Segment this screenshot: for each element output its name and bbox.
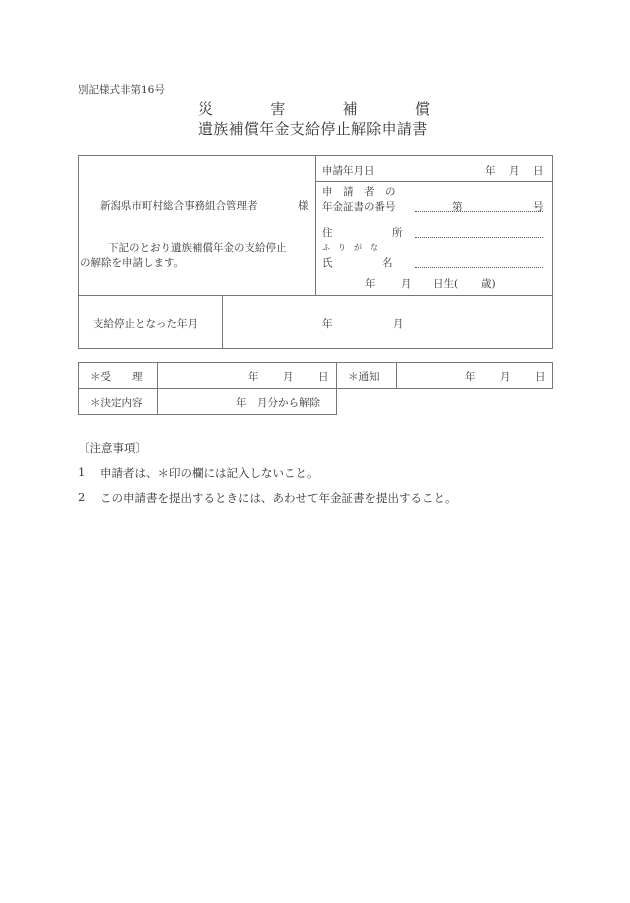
border xyxy=(78,388,553,389)
border xyxy=(78,362,553,363)
border xyxy=(552,155,553,349)
pension-label-1: 申 請 者 の xyxy=(322,186,396,198)
title-char: 償 xyxy=(414,100,430,118)
request-text-1: 下記のとおり遺族補償年金の支給停止 xyxy=(108,242,287,254)
notice-month[interactable]: 月 xyxy=(500,371,511,383)
note-text: この申請書を提出するときには、あわせて年金証書を提出すること。 xyxy=(100,491,457,505)
birth-month[interactable]: 月 xyxy=(401,278,412,290)
application-date-month[interactable]: 月 xyxy=(509,165,520,177)
address-label-a: 住 xyxy=(322,227,333,239)
border xyxy=(396,362,397,389)
notice-year[interactable]: 年 xyxy=(465,371,476,383)
title-line-1 xyxy=(198,98,430,119)
birth-year[interactable]: 年 xyxy=(365,278,376,290)
receipt-label: ＊受 理 xyxy=(90,371,143,383)
pension-label-2: 年金証書の番号 xyxy=(322,201,396,213)
addressee: 新潟県市町村総合事務組合管理者 xyxy=(100,200,258,212)
pension-dai: 第 xyxy=(452,201,463,213)
birth-day[interactable]: 日生( xyxy=(433,278,459,290)
pension-number-field[interactable] xyxy=(415,211,543,212)
border xyxy=(78,155,79,349)
suspension-year[interactable]: 年 xyxy=(322,318,333,330)
note-number: 1 xyxy=(78,465,86,479)
address-label-b: 所 xyxy=(392,227,403,239)
address-field[interactable] xyxy=(415,237,543,238)
form-number: 別記様式非第16号 xyxy=(78,84,165,96)
border xyxy=(336,362,337,415)
title-char: 補 xyxy=(342,100,358,118)
border xyxy=(552,362,553,389)
request-text-2: の解除を申請します。 xyxy=(80,257,185,269)
receipt-year[interactable]: 年 xyxy=(248,371,259,383)
age[interactable]: 歳) xyxy=(481,278,496,290)
pension-go: 号 xyxy=(533,201,544,213)
page-title: 遺族補償年金支給停止解除申請書 xyxy=(198,120,428,138)
note-number: 2 xyxy=(78,490,86,504)
decision-value[interactable]: 年 月分から解除 xyxy=(236,397,320,409)
title-char: 災 xyxy=(198,100,214,118)
notice-day[interactable]: 日 xyxy=(535,371,546,383)
honorific: 様 xyxy=(298,200,309,212)
note-text: 申請者は、＊印の欄には記入しないこと。 xyxy=(100,466,319,480)
furigana-label: ふ り が な xyxy=(322,243,378,252)
border xyxy=(78,414,337,415)
name-label-a: 氏 xyxy=(322,257,333,269)
border xyxy=(315,155,316,296)
border xyxy=(78,348,553,349)
border xyxy=(78,362,79,415)
suspension-month[interactable]: 月 xyxy=(393,318,404,330)
application-date-label: 申請年月日 xyxy=(322,165,375,177)
name-field[interactable] xyxy=(415,267,543,268)
receipt-month[interactable]: 月 xyxy=(283,371,294,383)
border xyxy=(157,362,158,415)
application-date-year[interactable]: 年 xyxy=(485,165,496,177)
decision-label: ＊決定内容 xyxy=(90,397,143,409)
title-char: 害 xyxy=(270,100,286,118)
receipt-day[interactable]: 日 xyxy=(318,371,329,383)
application-date-day[interactable]: 日 xyxy=(533,165,544,177)
name-label-b: 名 xyxy=(382,257,393,269)
border xyxy=(315,181,553,182)
suspension-label: 支給停止となった年月 xyxy=(93,318,198,330)
notes-heading: 〔注意事項〕 xyxy=(78,441,147,455)
border xyxy=(222,295,223,349)
notice-label: ＊通知 xyxy=(348,371,380,383)
